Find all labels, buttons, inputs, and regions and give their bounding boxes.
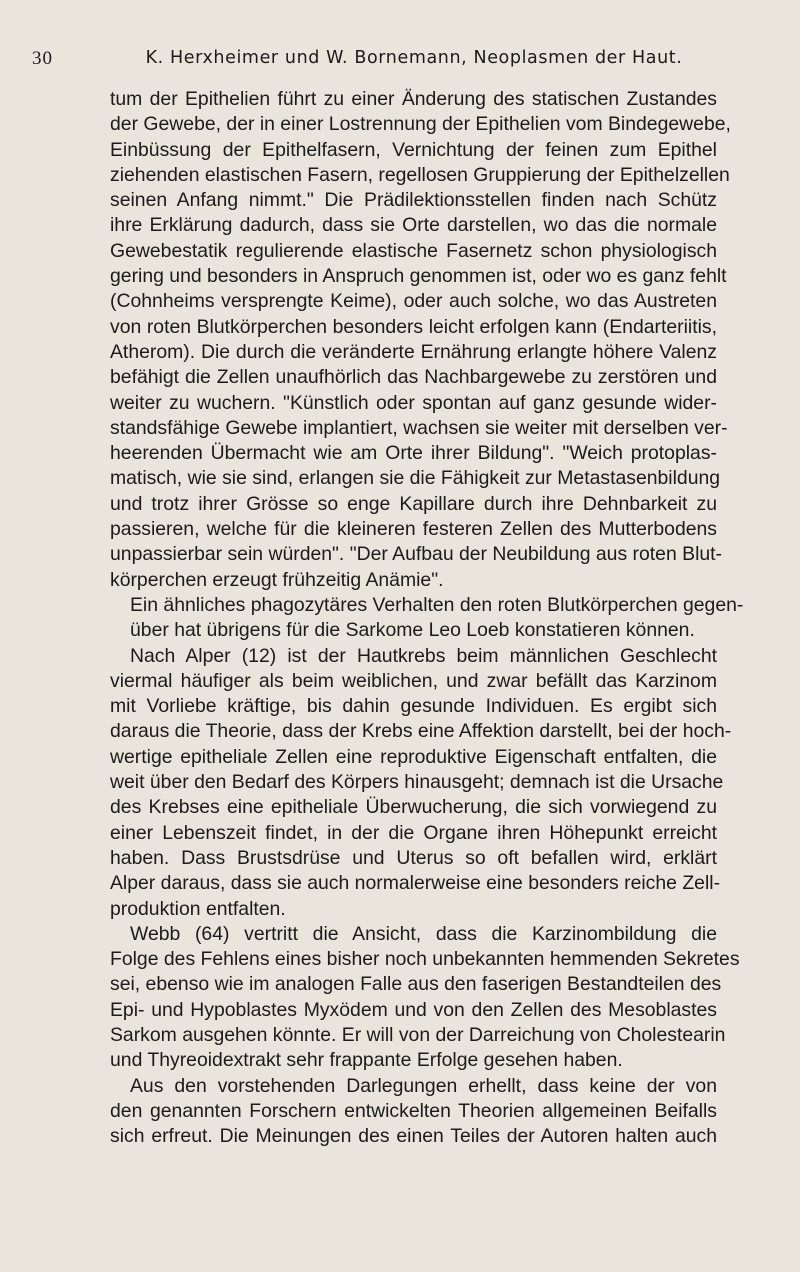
text-line: weiter zu wuchern. "Künstlich oder spontan auf ganz gesunde wider- — [110, 391, 717, 414]
text-line: Aus den vorstehenden Darlegungen erhellt, dass keine der von — [130, 1074, 717, 1097]
text-line: weit über den Bedarf des Körpers hinausgeht; demnach ist die Ursache — [110, 771, 724, 794]
text-line: und trotz ihrer Grösse so enge Kapillare durch ihre Dehnbarkeit zu — [110, 492, 717, 515]
text-line: von roten Blutkörperchen besonders leicht erfolgen kann (Endarteriitis, — [110, 315, 717, 338]
body-text — [110, 87, 744, 1149]
text-line: daraus die Theorie, dass der Krebs eine Affektion darstellt, bei der hoch- — [110, 720, 732, 743]
text-line: viermal häufiger als beim weiblichen, und zwar befällt das Karzinom — [110, 669, 717, 692]
text-line: Alper daraus, dass sie auch normalerweise eine besonders reiche Zell- — [110, 872, 721, 895]
text-line: den genannten Forschern entwickelten Theorien allgemeinen Beifalls — [110, 1099, 717, 1122]
text-line: ziehenden elastischen Fasern, regellosen Gruppierung der Epithelzellen — [110, 163, 730, 186]
text-line: standsfähige Gewebe implantiert, wachsen sie weiter mit derselben ver- — [110, 416, 728, 439]
text-line: Einbüssung der Epithelfasern, Vernichtung der feinen zum Epithel — [110, 138, 717, 161]
text-line: mit Vorliebe kräftige, bis dahin gesunde Individuen. Es ergibt sich — [110, 695, 717, 718]
text-line: befähigt die Zellen unaufhörlich das Nachbargewebe zu zerstören und — [110, 366, 717, 389]
text-line: Webb (64) vertritt die Ansicht, dass die Karzinombildung die — [130, 922, 717, 945]
text-line: und Thyreoidextrakt sehr frappante Erfolge gesehen haben. — [110, 1049, 623, 1072]
text-line: des Krebses eine epitheliale Überwucherung, die sich vorwiegend zu — [110, 796, 717, 819]
text-line: haben. Dass Brustsdrüse und Uterus so oft befallen wird, erklärt — [110, 846, 717, 869]
text-line: unpassierbar sein würden". "Der Aufbau der Neubildung aus roten Blut- — [110, 543, 723, 566]
text-line: wertige epitheliale Zellen eine reproduktive Eigenschaft entfalten, die — [110, 745, 717, 768]
page-header — [32, 48, 718, 78]
text-line: Nach Alper (12) ist der Hautkrebs beim männlichen Geschlecht — [130, 644, 717, 667]
text-line: heerenden Übermacht wie am Orte ihrer Bildung". "Weich protoplas- — [110, 442, 717, 465]
text-line: ihre Erklärung dadurch, dass sie Orte darstellen, wo das die normale — [110, 214, 717, 237]
text-line: Gewebestatik regulierende elastische Fasernetz schon physiologisch — [110, 239, 717, 262]
text-line: matisch, wie sie sind, erlangen sie die Fähigkeit zur Metastasenbildung — [110, 467, 721, 490]
text-line: Folge des Fehlens eines bisher noch unbekannten hemmenden Sekretes — [110, 948, 740, 971]
text-line: passieren, welche für die kleineren festeren Zellen des Mutterbodens — [110, 518, 717, 541]
text-line: der Gewebe, der in einer Lostrennung der Epithelien vom Bindegewebe, — [110, 113, 731, 136]
text-line: tum der Epithelien führt zu einer Änderung des statischen Zustandes — [110, 88, 717, 110]
text-line: Epi- und Hypoblastes Myxödem und von den Zellen des Mesoblastes — [110, 998, 717, 1021]
text-line: gering und besonders in Anspruch genommen ist, oder wo es ganz fehlt — [110, 265, 727, 288]
text-line: produktion entfalten. — [110, 897, 286, 920]
text-line: Atherom). Die durch die veränderte Ernährung erlangte höhere Valenz — [110, 340, 717, 363]
text-line: einer Lebenszeit findet, in der die Organe ihren Höhepunkt erreicht — [110, 821, 717, 844]
text-line: seinen Anfang nimmt." Die Prädilektionsstellen finden nach Schütz — [110, 189, 717, 212]
page-number: 30 — [32, 48, 53, 69]
text-line: sich erfreut. Die Meinungen des einen Teiles der Autoren halten auch — [110, 1125, 717, 1148]
text-line: körperchen erzeugt frühzeitig Anämie". — [110, 568, 444, 591]
text-line: (Cohnheims versprengte Keime), oder auch solche, wo das Austreten — [110, 290, 717, 313]
text-line: über hat übrigens für die Sarkome Leo Loeb konstatieren können. — [130, 619, 695, 642]
running-head: K. Herxheimer und W. Bornemann, Neoplasmen der Haut. — [145, 48, 683, 68]
text-line: Sarkom ausgehen könnte. Er will von der Darreichung von Cholestearin — [110, 1023, 726, 1046]
text-line: sei, ebenso wie im analogen Falle aus den faserigen Bestandteilen des — [110, 973, 722, 996]
text-line: Ein ähnliches phagozytäres Verhalten den roten Blutkörperchen gegen- — [130, 593, 744, 616]
